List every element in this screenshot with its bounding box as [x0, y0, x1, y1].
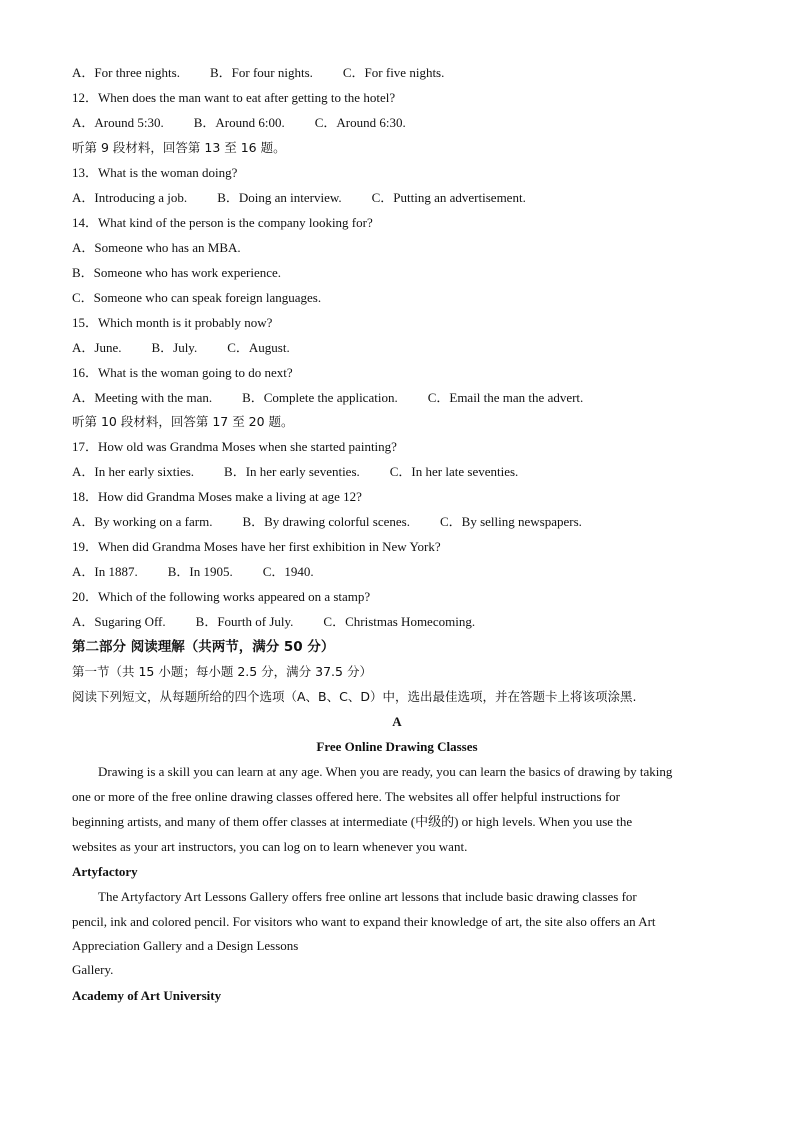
paragraph-2-line-2: pencil, ink and colored pencil. For visitors who want to expand their knowledge of art, the site also offers an Art: [72, 914, 656, 929]
q14-option-a: A．Someone who has an MBA.: [72, 240, 241, 255]
q11-option-a: A．For three nights.: [72, 65, 180, 80]
passage-title: Free Online Drawing Classes: [316, 739, 478, 754]
q18-option-b: B．By drawing colorful scenes.: [242, 514, 410, 529]
q17-option-a: A．In her early sixties.: [72, 464, 195, 479]
paragraph-1-line-4: websites as your art instructors, you can log on to learn whenever you want.: [72, 839, 468, 854]
q19-option-c: C．1940.: [262, 564, 314, 579]
q20-question: 20．Which of the following works appeared on a stamp?: [72, 589, 371, 604]
q16-options: [72, 387, 724, 409]
q15-question: 15．Which month is it probably now?: [72, 315, 273, 330]
q16-option-a: A．Meeting with the man.: [72, 390, 213, 405]
paragraph-2-line-3: Appreciation Gallery and a Design Lessons: [72, 938, 299, 953]
reading-instructions: 阅读下列短文，从每题所给的四个选项（A、B、C、D）中，选出最佳选项，并在答题卡上将该项涂黑.: [72, 689, 637, 704]
passage-letter: A: [392, 714, 402, 729]
q20-options: [72, 611, 724, 633]
paragraph-1-line-2: one or more of the free online drawing classes offered here. The websites all offer helpful instructions for: [72, 789, 620, 804]
paragraph-1-line-1: Drawing is a skill you can learn at any age. When you are ready, you can learn the basics of drawing by taking: [98, 764, 673, 779]
q13-option-b: B．Doing an interview.: [217, 190, 342, 205]
q12-option-a: A．Around 5:30.: [72, 115, 164, 130]
q13-option-a: A．Introducing a job.: [72, 190, 188, 205]
q16-question: 16．What is the woman going to do next?: [72, 365, 293, 380]
q17-options: [72, 461, 724, 483]
q19-options: [72, 561, 724, 583]
q19-question: 19．When did Grandma Moses have her first exhibition in New York?: [72, 539, 441, 554]
section-10-instruction: 听第 10 段材料，回答第 17 至 20 题。: [72, 414, 294, 429]
q20-option-a: A．Sugaring Off.: [72, 614, 166, 629]
q13-option-c: C．Putting an advertisement.: [371, 190, 526, 205]
q13-options: [72, 187, 724, 209]
q15-option-a: A．June.: [72, 340, 122, 355]
q11-option-b: B．For four nights.: [209, 65, 313, 80]
q11-option-c: C．For five nights.: [342, 65, 445, 80]
q18-options: [72, 511, 724, 533]
q14-option-c: C．Someone who can speak foreign languages.: [72, 290, 322, 305]
paragraph-2-line-4: Gallery.: [72, 962, 114, 977]
q15-option-c: C．August.: [227, 340, 290, 355]
part-2-title: 第二部分 阅读理解（共两节，满分 50 分）: [72, 639, 335, 655]
q13-question: 13．What is the woman doing?: [72, 165, 238, 180]
q18-option-a: A．By working on a farm.: [72, 514, 213, 529]
q12-question: 12．When does the man want to eat after getting to the hotel?: [72, 90, 396, 105]
subheading-artyfactory: Artyfactory: [72, 864, 138, 879]
q20-option-b: B．Fourth of July.: [195, 614, 294, 629]
subheading-academy-of-art: Academy of Art University: [72, 988, 222, 1003]
section-9-instruction: 听第 9 段材料，回答第 13 至 16 题。: [72, 140, 286, 155]
q15-options: [72, 337, 724, 359]
q20-option-c: C．Christmas Homecoming.: [323, 614, 476, 629]
paragraph-1-line-3: beginning artists, and many of them offer classes at intermediate (中级的) or high levels. When you use the: [72, 814, 633, 829]
q17-option-c: C．In her late seventies.: [389, 464, 519, 479]
q17-option-b: B．In her early seventies.: [224, 464, 360, 479]
q16-option-b: B．Complete the application.: [242, 390, 398, 405]
q12-option-c: C．Around 6:30.: [314, 115, 406, 130]
section-1-title: 第一节（共 15 小题；每小题 2.5 分，满分 37.5 分）: [72, 664, 372, 679]
q14-option-b: B．Someone who has work experience.: [72, 265, 282, 280]
q16-option-c: C．Email the man the advert.: [427, 390, 584, 405]
q19-option-a: A．In 1887.: [72, 564, 138, 579]
q11-options: [72, 62, 724, 84]
q15-option-b: B．July.: [151, 340, 198, 355]
paragraph-2-line-1: The Artyfactory Art Lessons Gallery offers free online art lessons that include basic drawing classes for: [98, 889, 637, 904]
q12-options: [72, 112, 724, 134]
q12-option-b: B．Around 6:00.: [193, 115, 285, 130]
q18-question: 18．How did Grandma Moses make a living at age 12?: [72, 489, 362, 504]
q14-question: 14．What kind of the person is the company looking for?: [72, 215, 373, 230]
q18-option-c: C．By selling newspapers.: [439, 514, 582, 529]
q17-question: 17．How old was Grandma Moses when she started painting?: [72, 439, 397, 454]
q19-option-b: B．In 1905.: [167, 564, 233, 579]
